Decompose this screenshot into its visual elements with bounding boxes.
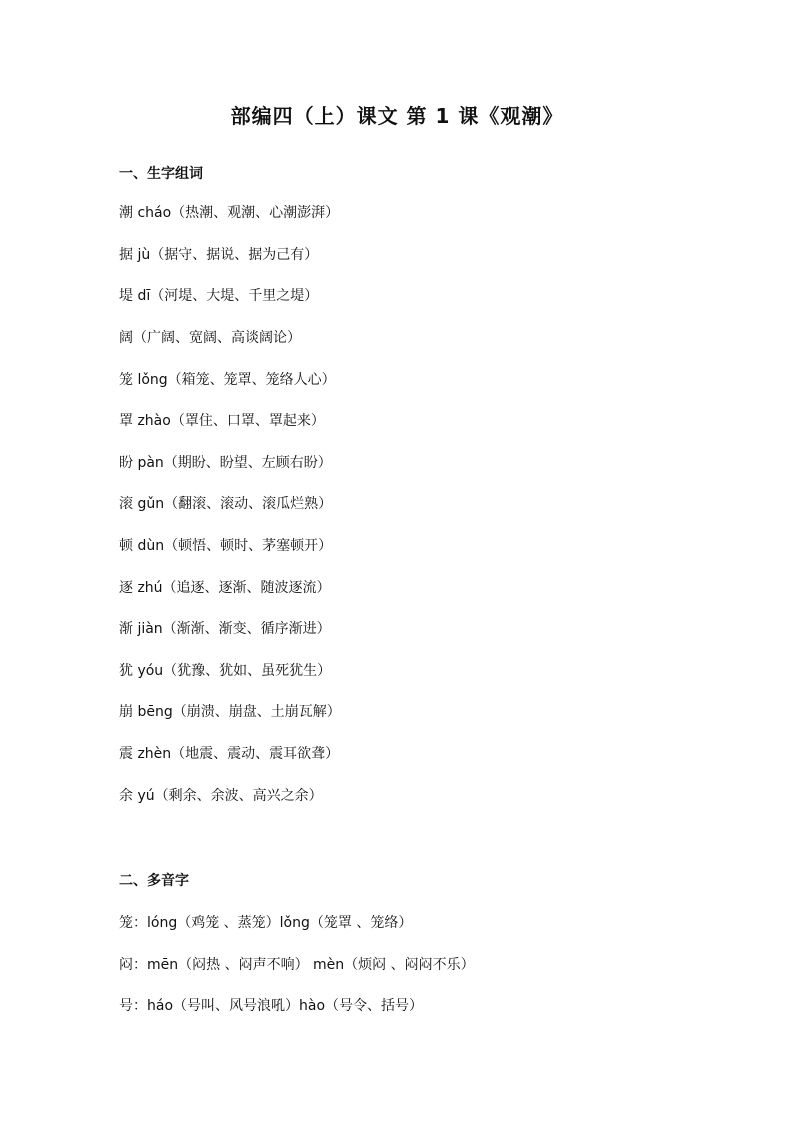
- vocab-item: 震 zhèn（地震、震动、震耳欲聋）: [119, 746, 340, 762]
- vocab-item: 渐 jiàn（渐渐、渐变、循序渐进）: [119, 621, 331, 637]
- vocab-item: 阔（广阔、宽阔、高谈阔论）: [119, 330, 301, 346]
- vocab-item: 潮 cháo（热潮、观潮、心潮澎湃）: [119, 205, 340, 221]
- section-heading-polyphones: 二、多音字: [119, 873, 189, 889]
- page-title: 部编四（上）课文 第 1 课《观潮》: [230, 104, 564, 128]
- vocab-item: 犹 yóu（犹豫、犹如、虽死犹生）: [119, 663, 332, 679]
- vocab-item: 顿 dùn（顿悟、顿时、茅塞顿开）: [119, 538, 333, 554]
- vocab-item: 余 yú（剩余、余波、高兴之余）: [119, 788, 323, 804]
- vocab-item: 罩 zhào（罩住、口罩、罩起来）: [119, 413, 325, 429]
- vocab-item: 崩 bēng（崩溃、崩盘、土崩瓦解）: [119, 704, 341, 720]
- vocab-item: 据 jù（据守、据说、据为己有）: [119, 247, 319, 263]
- polyphone-item: 笼：lóng（鸡笼 、蒸笼）lǒng（笼罩 、笼络）: [119, 915, 413, 931]
- vocab-item: 盼 pàn（期盼、盼望、左顾右盼）: [119, 455, 332, 471]
- vocab-item: 堤 dī（河堤、大堤、千里之堤）: [119, 288, 319, 304]
- vocab-item: 滚 gǔn（翻滚、滚动、滚瓜烂熟）: [119, 496, 333, 512]
- section-heading-vocabulary: 一、生字组词: [119, 166, 203, 182]
- polyphone-item: 闷：mēn（闷热 、闷声不响） mèn（烦闷 、闷闷不乐）: [119, 957, 475, 973]
- vocab-item: 笼 lǒng（箱笼、笼罩、笼络人心）: [119, 372, 336, 388]
- polyphone-item: 号：háo（号叫、风号浪吼）hào（号令、括号）: [119, 998, 424, 1014]
- vocab-item: 逐 zhú（追逐、逐渐、随波逐流）: [119, 580, 331, 596]
